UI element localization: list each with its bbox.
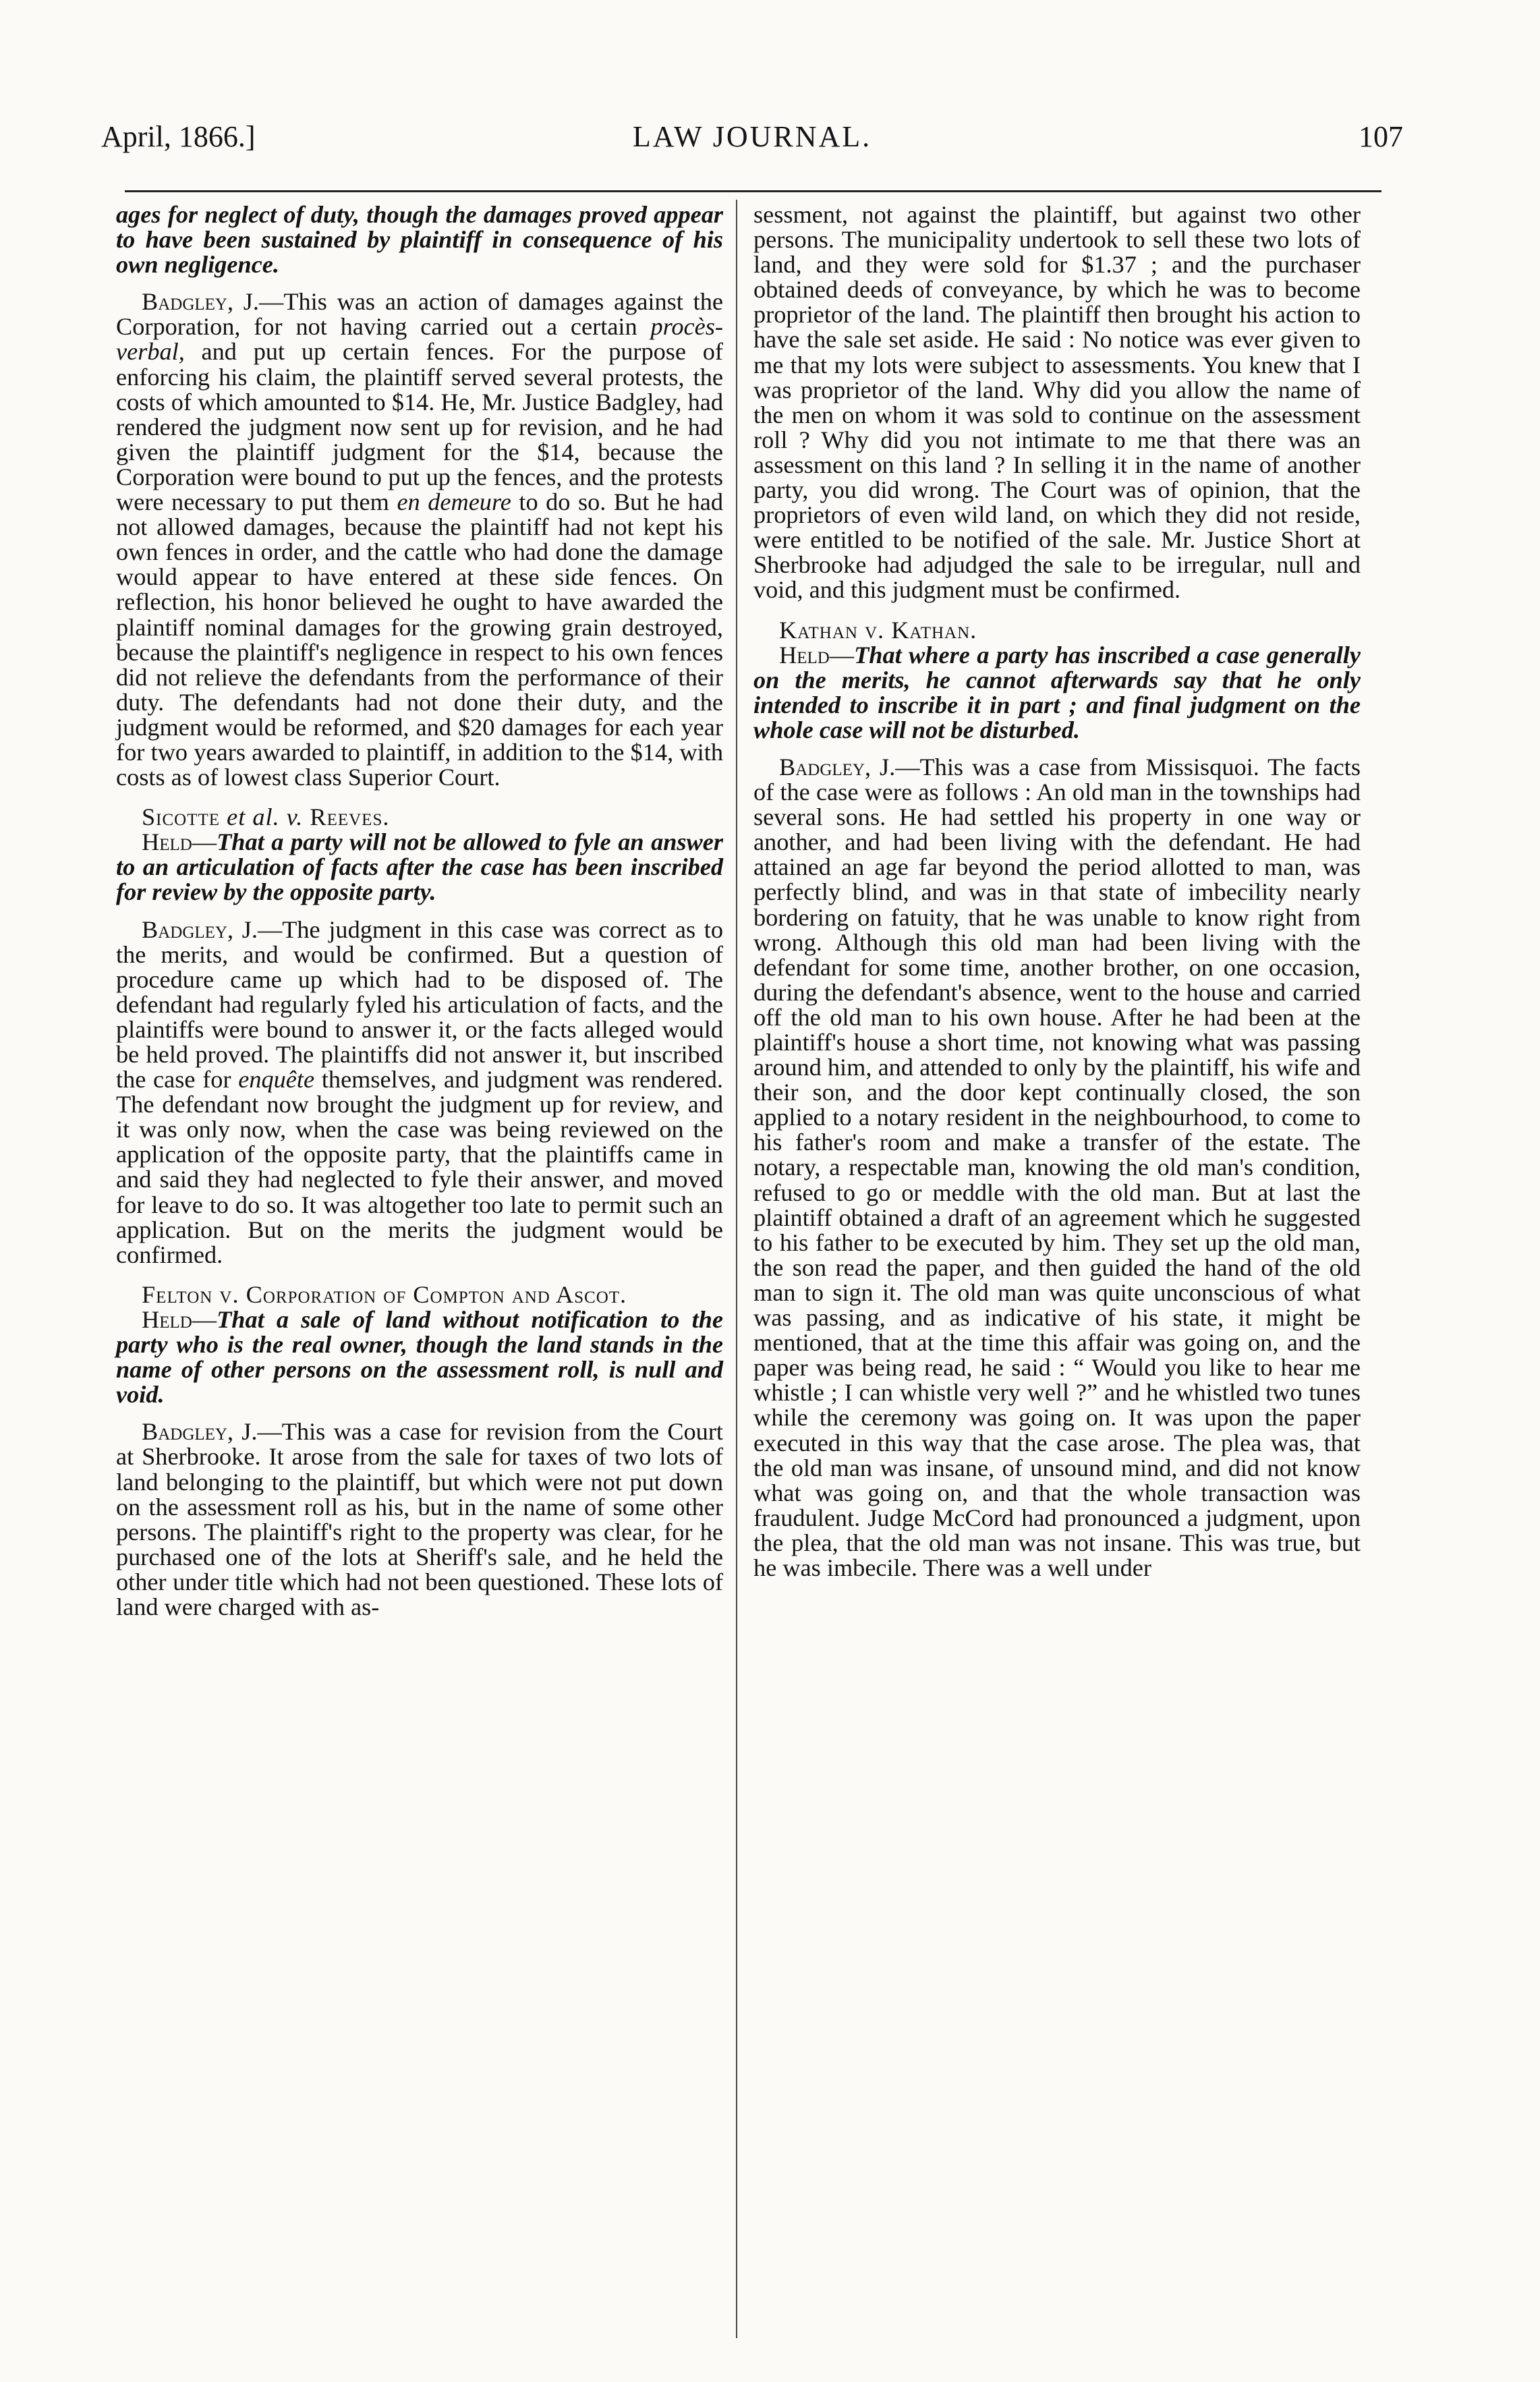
continued-paragraph: sessment, not against the plaintiff, but against two other persons. The municipality undertook to sell these two lots of land, and they were sold for $1.37 ; and the purchaser obtained deeds of conveyance, by which he was to become proprietor of the land. The plaintiff then brought his action to have the sale set aside. He said : No notice was ever given to me that my lots were subject to assessments. You knew that I was proprietor of the land. Why did you allow the name of the men on whom it was sold to continue on the assessment roll ? Why did you not intimate to me that there was an assessment on this land ? In selling it in the name of another party, you did wrong. The Court was of opinion, that the proprietors of even wild land, on which they did not reside, were entitled to be notified of the sale. Mr. Justice Short at Sherbrooke had adjudged the sale to be irregular, null and void, and this judgment must be confirmed. bbox=[753, 201, 1361, 604]
header-date: April, 1866.] bbox=[101, 120, 256, 153]
header-title: LAW JOURNAL. bbox=[632, 120, 872, 153]
paragraph-text: —The judgment in this case was correct as to the merits, and would be confirmed. But a question of procedure came up which had to be disposed of. The defendant had regularly fyled his articulation of facts, and the plaintiffs were bound to answer it, or the facts alleged would be held proved. The plaintiffs did not answer it, but inscribed the case for bbox=[116, 915, 723, 1094]
judgment-paragraph bbox=[116, 1419, 723, 1620]
case-title: Kathan v. Kathan. bbox=[779, 616, 977, 644]
header-rule bbox=[125, 190, 1381, 192]
latin-term: enquête bbox=[238, 1066, 315, 1094]
paragraph-text: to do so. But he had not allowed damages, because the plaintiff had not kept his own fences in order, and the cattle who had done the damage would appear to have entered at these side fences. On reflection, his honor believed he ought to have awarded the plaintiff nominal damages for the growing grain destroyed, because the plaintiff's negligence in respect to his own fences did not relieve the defendants from the performance of their duty. The defendants had not done their duty, and the judgment would be reformed, and $20 damages for each year for two years awarded to plaintiff, in addition to the $14, with costs as of lowest class Superior Court. bbox=[116, 488, 723, 791]
latin-term: en demeure bbox=[397, 488, 511, 516]
case-title: Felton v. Corporation of Compton and Ascot. bbox=[142, 1280, 627, 1308]
paragraph-text: and put up certain fences. For the purpose of enforcing his claim, the plaintiff served several protests, the costs of which amounted to $14. He, Mr. Justice Badgley, had rendered the judgment now sent up for revision, and he had given the plaintiff judgment for the $14, because the Corporation were bound to put up the fences, and the protests were necessary to put them bbox=[116, 338, 723, 516]
held-note bbox=[116, 1307, 723, 1407]
right-column bbox=[753, 202, 1361, 1581]
running-header bbox=[101, 113, 1403, 161]
held-text: That a party will not be allowed to fyle an answer to an articulation of facts after the case has been inscribed for review by the opposite party. bbox=[116, 828, 723, 906]
continued-held-note: ages for neglect of duty, though the damages proved appear to have been sustained by plaintiff in consequence of his own negligence. bbox=[116, 201, 723, 279]
held-label: Held— bbox=[779, 641, 855, 669]
judge-name: Badgley, J. bbox=[142, 288, 260, 316]
column-divider bbox=[736, 200, 737, 2338]
held-text: That a sale of land without notification to the party who is the real owner, though the land stands in the name of other persons on the assessment roll, is null and void. bbox=[116, 1305, 723, 1409]
judgment-paragraph bbox=[753, 755, 1361, 1581]
paragraph-text: —This was a case from Missisquoi. The facts of the case were as follows : An old man in the townships had several sons. He had settled his property in one way or another, and had been living with the defendant. He had attained an age far beyond the period allotted to man, was perfectly blind, and was in that state of imbecility nearly bordering on fatuity, that he was unable to know right from wrong. Although this old man had been living with the defendant for some time, another brother, on one occasion, during the defendant's absence, went to the house and carried off the old man to his own house. After he had been at the plaintiff's house a short time, not knowing what was passing around him, and attended to only by the plaintiff, his wife and their son, and the door kept continually closed, the son applied to a notary resident in the neighbourhood, to come to his father's room and make a transfer of the estate. The notary, a respectable man, knowing the old man's condition, refused to go or meddle with the old man. But at last the plaintiff obtained a draft of an agreement which he suggested to his father to be executed by him. They set up the old man, the son read the paper, and then guided the hand of the old man to sign it. The old man was quite unconscious of what was passing, and as indicative of his state, it might be mentioned, that at the time this affair was going on, and the paper was being read, he said : “ Would you like to hear me whistle ; I can whistle very well ?” and he whistled two tunes while the ceremony was going on. It was upon the paper executed in this way that the case arose. The plea was, that the old man was insane, of unsound mind, and did not know what was going on, and that the whole transaction was fraudulent. Judge McCord had pronounced a judgment, upon the plea, that the old man was not insane. This was true, but he was imbecile. There was a well under bbox=[753, 753, 1361, 1581]
held-label: Held— bbox=[142, 828, 217, 856]
judge-name: Badgley, J. bbox=[142, 915, 258, 943]
held-note bbox=[753, 643, 1361, 743]
paragraph-text: themselves, and judgment was rendered. The defendant now brought the judgment up for review, and it was only now, when the case was being reviewed on the application of the opposite party, that the plaintiffs came in and said they had neglected to fyle their answer, and moved for leave to do so. It was altogether too late to permit such an application. But on the merits the judgment would be confirmed. bbox=[116, 1066, 723, 1268]
paragraph-text: —This was an action of damages against the Corporation, for not having carried out a certain bbox=[116, 288, 723, 341]
held-label: Held— bbox=[142, 1305, 217, 1333]
paragraph-text: —This was a case for revision from the Court at Sherbrooke. It arose from the sale for taxes of two lots of land belonging to the plaintiff, but which were not put down on the assessment roll as his, but in the name of some other persons. The plaintiff's right to the property was clear, for he purchased one of the lots at Sheriff's sale, and he held the other under title which had not been questioned. These lots of land were charged with as- bbox=[116, 1418, 723, 1620]
case-party: Sicotte bbox=[142, 803, 221, 831]
judgment-paragraph bbox=[116, 289, 723, 790]
latin-term: procès-verbal, bbox=[116, 313, 723, 366]
case-title bbox=[116, 805, 723, 830]
held-note bbox=[116, 830, 723, 905]
judgment-paragraph bbox=[116, 917, 723, 1268]
page-number: 107 bbox=[1359, 120, 1403, 153]
judge-name: Badgley, J. bbox=[779, 753, 896, 781]
held-text: That where a party has inscribed a case generally on the merits, he cannot afterwards say that he only intended to inscribe it in part ; and final judgment on the whole case will not be disturbed. bbox=[753, 641, 1361, 743]
case-party: Reeves. bbox=[310, 803, 390, 831]
case-connector: et al. v. bbox=[227, 803, 304, 831]
left-column bbox=[116, 202, 723, 1620]
judge-name: Badgley, J. bbox=[142, 1418, 258, 1446]
